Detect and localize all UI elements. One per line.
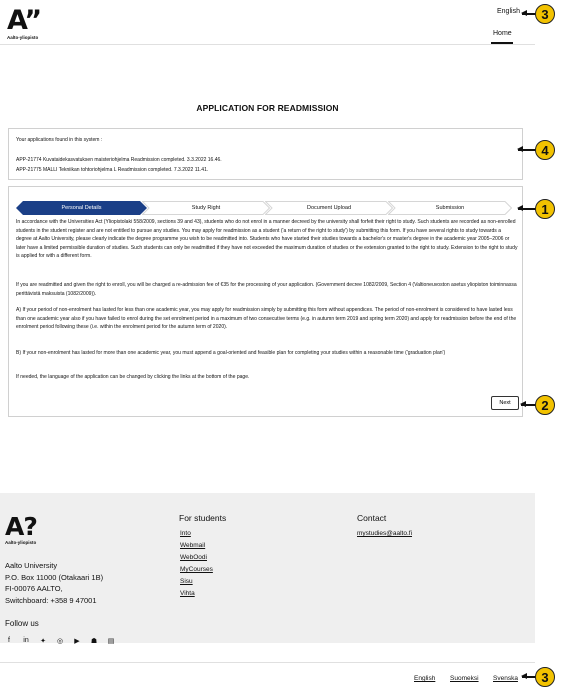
flickr-icon[interactable]: ▤ xyxy=(107,638,115,645)
twitter-icon[interactable]: ✦ xyxy=(40,638,46,645)
logo-subtitle: Aalto-yliopisto xyxy=(7,35,39,40)
snapchat-icon[interactable]: ☗ xyxy=(90,638,98,645)
footer-link-mycourses[interactable]: MyCourses xyxy=(180,566,213,573)
language-switch-top[interactable]: English xyxy=(497,8,520,15)
language-note-paragraph: If needed, the language of the application can be changed by clicking the links at the bottom of the page. xyxy=(16,374,250,380)
header-divider xyxy=(0,44,535,45)
callout-arrow xyxy=(518,208,536,210)
address-line: Switchboard: +358 9 47001 xyxy=(5,595,97,605)
footer-logo[interactable] xyxy=(5,514,37,545)
footer-link-vihta[interactable]: Vihta xyxy=(180,590,195,597)
option-b-paragraph: B) If your non-enrolment has lasted for more than one academic year, you must append a goal-oriented and feasible plan for completing your studies within a reasonable time ('graduation plan') xyxy=(16,350,446,356)
address-line: FI-00076 AALTO, xyxy=(5,584,63,593)
logo-mark: A” xyxy=(7,5,42,36)
footer-logo-subtitle: Aalto-yliopisto xyxy=(5,540,37,545)
step-label: Submission xyxy=(435,205,465,211)
callout-badge: 3 xyxy=(535,4,555,24)
footer-link-into[interactable]: Into xyxy=(180,530,191,537)
aalto-logo[interactable] xyxy=(7,7,41,40)
footer-logo-mark: A? xyxy=(5,512,37,541)
for-students-heading: For students xyxy=(179,513,227,523)
step-document-upload[interactable] xyxy=(265,201,393,215)
intro-paragraph: In accordance with the Universities Act (Yliopistolaki 558/2009, sections 39 and 43), students who do not enrol in a manner decreed by the university shall forfeit their right to study. Such students are recorded as non-enrolled students in the student register and are not entitled to pursue any studies. You may apply for readmission as a student ('a return of the right to study') by submitting this form. If you have several rights to study towards a degree at Aalto University, please clearly indicate the degree programme you wish to be readmitted into. Students who have started their studies towards a bachelor's or master's degree in the academic year 2005–2006 or later have a limited permissible duration of studies. Such students can only be readmitted if they have not exceeded the maximum duration of studies or the extension granted to the right to study. Extension to the right to study is applied for with a different form. xyxy=(16,219,518,259)
footer-link-weboodi[interactable]: WebOodi xyxy=(180,554,207,561)
language-link-english[interactable]: English xyxy=(414,675,436,682)
application-item: APP-21774 Kuvataidekasvatuksen maisteriohjelma Readmission completed. 3.3.2022 16.46. xyxy=(16,157,222,163)
callout-arrow xyxy=(521,404,536,406)
footer-address xyxy=(5,560,103,606)
footer-link-webmail[interactable]: Webmail xyxy=(180,542,206,549)
callout-arrow xyxy=(518,149,536,151)
nav-home-link[interactable]: Home xyxy=(493,30,512,37)
social-links xyxy=(5,637,115,645)
callout-arrow xyxy=(522,676,536,678)
progress-stepper xyxy=(16,201,512,215)
address-line: P.O. Box 11000 (Otakaari 1B) xyxy=(5,572,104,582)
callout-badge: 3 xyxy=(535,667,555,687)
next-button[interactable]: Next xyxy=(491,396,519,410)
linkedin-icon[interactable]: in xyxy=(23,637,29,644)
fee-paragraph: If you are readmitted and given the right to enroll, you will be charged a re-admission fee of €35 for the processing of your application. (Government decree 1082/2009, Section 4 (Valtioneuvoston asetus yliopiston toiminnassa perittävistä maksuista (1082/2009)). xyxy=(16,282,517,297)
applications-panel xyxy=(8,128,523,180)
footer-divider xyxy=(0,662,535,663)
address-line: Aalto University xyxy=(5,561,58,570)
contact-heading: Contact xyxy=(357,513,387,523)
instagram-icon[interactable]: ◎ xyxy=(56,638,64,645)
callout-arrow xyxy=(522,13,536,15)
step-study-right[interactable] xyxy=(142,201,270,215)
callout-badge: 2 xyxy=(535,395,555,415)
option-a-paragraph: A) If your period of non-enrolment has lasted for less than one academic year, you may apply for readmission simply by submitting this form without appendices. The period of non-enrolment is considered to have lasted less than one academic year also if you have failed to enrol during the set enrolment period in a maximum of two consecutive terms (e.g. in autumn term 2019 and spring term 2020) and apply for readmission before the end of the enrolment period following these (i.e. within the enrolment period for the autumn term of 2020). xyxy=(16,307,517,330)
callout-badge: 1 xyxy=(535,199,555,219)
page-title: APPLICATION FOR READMISSION xyxy=(196,103,339,113)
facebook-icon[interactable]: f xyxy=(8,637,10,644)
language-link-svenska[interactable]: Svenska xyxy=(493,675,518,682)
application-item: APP-21775 MALLI Tekniikan tohtoriohjelma L Readmission completed. 7.3.2022 11.41. xyxy=(16,167,209,173)
step-submission[interactable] xyxy=(388,201,512,215)
applications-intro: Your applications found in this system : xyxy=(16,137,103,143)
step-label: Document Upload xyxy=(306,205,352,211)
step-label: Personal Details xyxy=(61,205,102,211)
footer-link-sisu[interactable]: Sisu xyxy=(180,578,193,585)
youtube-icon[interactable]: ▶ xyxy=(74,638,80,645)
step-label: Study Right xyxy=(191,205,221,211)
step-personal-details[interactable] xyxy=(16,201,147,215)
language-link-suomeksi[interactable]: Suomeksi xyxy=(450,675,479,682)
contact-email-link[interactable]: mystudies@aalto.fi xyxy=(357,530,413,537)
readmission-form xyxy=(8,186,523,417)
callout-badge: 4 xyxy=(535,140,555,160)
follow-us-heading: Follow us xyxy=(5,619,39,628)
